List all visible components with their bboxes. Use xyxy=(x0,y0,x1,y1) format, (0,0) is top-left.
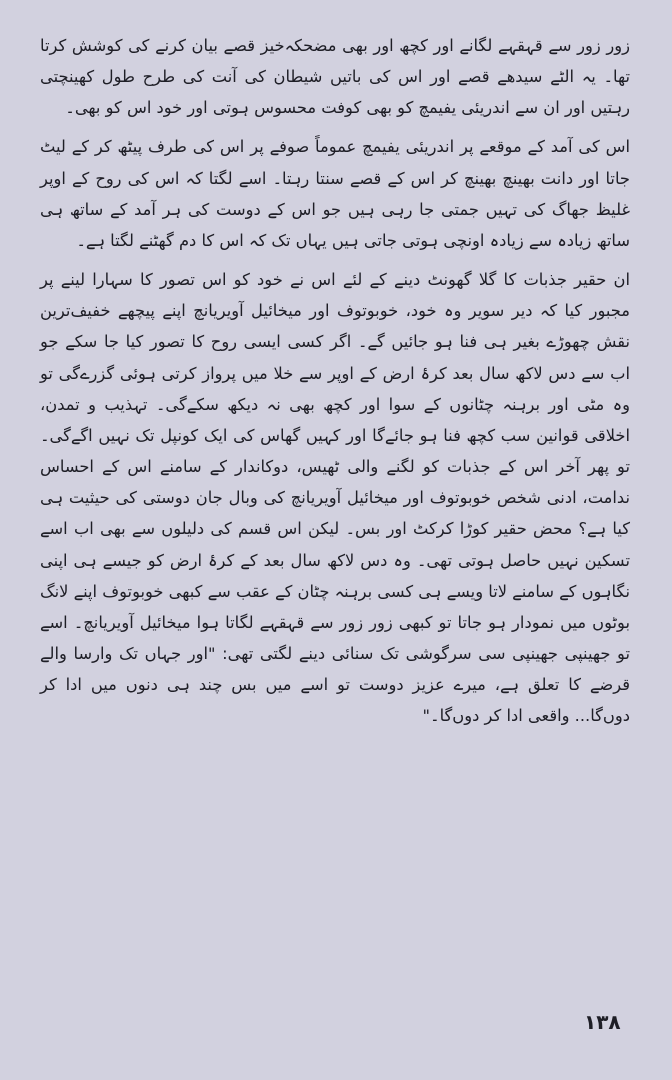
paragraph-3: ان حقیر جذبات کا گلا گھونٹ دینے کے لئے اس نے خود کو اس تصور کا سہارا لینے پر مجبور کیا کہ دیر سویر وہ خود، خوبوتوف اور میخائیل آویریانچ اپنے پیچھے خفیف‌ترین نقش چھوڑے بغیر ہی فنا ہو جائیں گے۔ اگر کسی ایسی روح کا تصور کیا جا سکے جو اب سے دس لاکھ سال بعد کرۂ ارض کے اوپر سے خلا میں پرواز کرتی ہوئی گزرےگی تو وہ مٹی اور برہنہ چٹانوں کے سوا اور کچھ بھی نہ دیکھ سکےگی۔ تہذیب و تمدن، اخلاقی قوانین سب کچھ فنا ہو جائےگا اور کہیں گھاس کی ایک کونپل تک نہیں اگےگی۔ تو پھر آخر اس کے جذبات کو لگنے والی ٹھیس، دوکاندار کے سامنے اس کے احساس ندامت، ادنی شخص خوبوتوف اور میخائیل آویریانچ کی وبال جان دوستی کی حیثیت ہی کیا ہے؟ محض حقیر کوڑا کرکٹ اور بس۔ لیکن اس قسم کی دلیلوں سے بھی اب اسے تسکین نہیں حاصل ہوتی تھی۔ وہ دس لاکھ سال بعد کے کرۂ ارض کو جیسے ہی اپنی نگاہوں کے سامنے لاتا ویسے ہی کسی برہنہ چٹان کے عقب سے کبھی خوبوتوف اپنے لانگ بوٹوں میں نمودار ہو جاتا تو کبھی زور زور سے قہقہے لگاتا ہوا میخائیل آویریانچ۔ اسے تو جھینپی جھینپی سی سرگوشی تک سنائی دینے لگتی تھی: "اور جہاں تک وارسا والے قرضے کا تعلق ہے، میرے عزیز دوست تو اسے میں بس چند ہی دنوں میں ادا کر دوں‌گا... واقعی ادا کر دوں‌گا۔" xyxy=(40,270,630,726)
paragraph-gap xyxy=(40,256,630,264)
paragraph-gap xyxy=(40,123,630,131)
body-text xyxy=(40,30,630,731)
paragraph-1: زور زور سے قہقہے لگانے اور کچھ اور بھی مضحکہ‌خیز قصے بیان کرنے کی کوشش کرتا تھا۔ یہ الٹے سیدھے قصے اور اس کی باتیں شیطان کی آنت کی طرح طول کھینچتی رہتیں اور ان سے اندریئی یفیمچ کو بھی کوفت محسوس ہوتی اور خود اس کو بھی۔ xyxy=(40,36,630,118)
page-number: ١٣٨ xyxy=(584,1010,621,1034)
paragraph-2: اس کی آمد کے موقعے پر اندریئی یفیمچ عموماً صوفے پر اس کی طرف پیٹھ کر کے لیٹ جاتا اور دانت بھینچ بھینچ کر اس کے قصے سنتا رہتا۔ اسے لگتا کہ اس کی روح کے اوپر غلیظ جھاگ کی تہیں جمتی جا رہی ہیں جو اس کے دوست کی ہر آمد کے ساتھ ہی ساتھ زیادہ سے زیادہ اونچی ہوتی جاتی ہیں یہاں تک کہ اس کا دم گھٹنے لگتا ہے۔ xyxy=(40,137,630,250)
